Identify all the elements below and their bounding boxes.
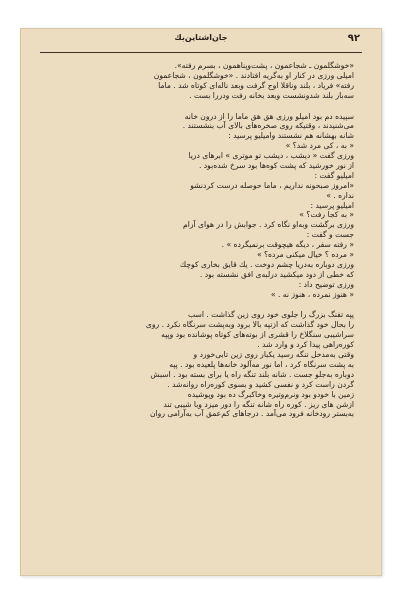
text-line: امیلی ورزی در کنار او به‌گریه افتادند . «خوشگلمون ، شجاعمون [153,70,354,80]
text-line: امیلیو گفت : [314,170,354,180]
text-line: از نور خورشید که پشت کوه‌ها بود سرخ شده‌بود . [198,161,354,171]
text-line: به پشت سرنگاه کرد ، اما نور مه‌آلود خانه‌ها پلعیده بود . پپه [169,359,354,369]
page-number: ٩٢ [347,33,360,44]
paragraph-1 [54,61,354,101]
text-line: «امروز صبحونه نداریم ، ماما حوصله درست کردنشو [190,180,354,190]
text-line: شانه بهشانه هم نشستند وامیلیو پرسید : [228,131,354,141]
page-body [54,61,354,419]
book-page [20,28,382,576]
text-line: ورزی گفت « دیشب ، دیشب تو موتری » ابرهای دریا [188,151,354,161]
text-line: « رفته سفر ، دیگه هیچوقت برنمیگرده » . [221,240,354,250]
text-line: ورزی توضیح داد : [298,279,354,289]
text-line: زمین با خودو بود ونرم‌وتیره وخاکبرگ ده بود وپوشیده [187,389,354,399]
text-line: را بحال خود گذاشت که ازتپه بالا برود وبه‌پشت سرنگاه نکرد . روی [145,320,354,330]
text-line: امیلیو پرسید : [310,200,354,210]
text-line: سه‌بار بلند شدونشست وبعد بخانه رفت ودررا بست . [189,90,354,100]
paragraph-gap [54,299,354,310]
running-title: جان‌اشتاین‌بك [174,33,228,42]
paragraph-gap [54,101,354,112]
text-line: به‌بستر رودخانه فرود می‌آمد . درجاهای کم‌عمق آب به‌آرامی روان [149,409,354,419]
text-line: گردن راست کرد و نفسی کشید و بسوی کوره‌راه روانه‌شد . [167,379,354,389]
header-rule [40,52,362,53]
text-line: « مرده ؟ خیال میکنی مرده؟ » [256,250,354,260]
text-line: جست و گفت : [306,230,354,240]
text-line: ورزی برگشت وبه‌او نگاه کرد . جوابش را در هوای آرام [183,220,354,230]
text-line: سراشیبی سنگلاخ را قشری از بوته‌های کوتاه پوشانده بود وپپه [161,330,354,340]
text-line: پپه تفنگ بزرگ را جلوی خود روی زین گذاشت . اسب [188,310,354,320]
text-line: نداره . » [326,190,354,200]
text-line: رفته» فریاد ، بلند وناقلا اوج گرفت وبعد ناله‌ای کوتاه شد . ماما [158,80,354,90]
text-line: سپیده دم بود امیلو ورزی هق هق ماما را از درون خانه [184,111,354,121]
text-line: دوباره به‌جلو جست . شانه بلند تنگه راه یا برای بسته بود . اسبش [150,369,354,379]
text-line: کوره‌راهی پیدا کرد و وارد شد . [257,340,354,350]
paragraph-3 [54,310,354,419]
text-line: می‌شنیدند ، وقتیکه روی صخره‌های بالای آب بنشستند . [182,121,354,131]
page-header [40,28,362,52]
text-line: « به ، کی مرد شد؟ » [285,141,354,151]
text-line: ورزی دوباره به‌دریا چشم دوخت . یك قایق بخاری کوچك [179,259,354,269]
text-line: وقتی به‌مدخل تنگه رسید یکبار روی زین تابی‌خورد و [193,350,354,360]
text-line: « به کجا رفت؟ » [299,210,354,220]
text-line: ازشن های ریز . کوره راه شانه تنگه را دور میزد وبا شیبی تند [163,399,354,409]
paragraph-2 [54,112,354,300]
text-line: «خوشگلمون ـ شجاعمون ، پشت‌وپناهمون ، بسرم رفته». [174,61,354,70]
text-line: « هنوز نمرده ، هنوز نه . » [270,289,354,299]
text-line: که خطی از دود میکشید درلبه‌ی افق نشسته بود . [199,269,354,279]
